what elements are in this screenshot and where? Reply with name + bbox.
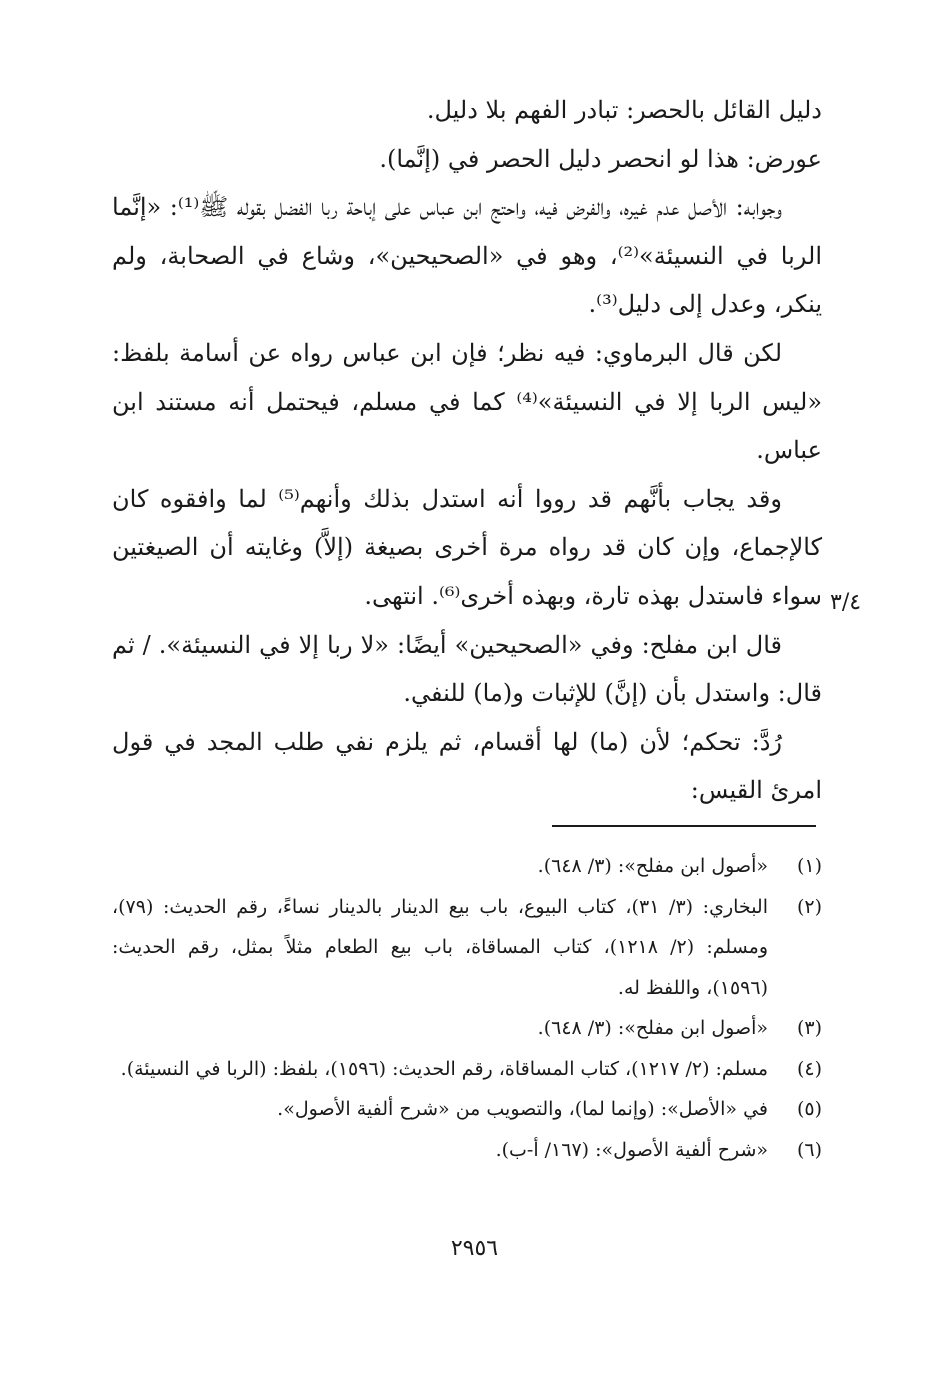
main-text	[112, 86, 822, 815]
footnote-number: (٢)	[796, 895, 822, 918]
page-number: ٢٩٥٦	[450, 1236, 499, 1261]
footnote	[112, 1049, 822, 1090]
paragraph: قال ابن مفلح: وفي «الصحيحين» أيضًا: «لا ربا إلا في النسيئة». / ثم قال: واستدل بأن (إنَّ) للإثبات و(ما) للنفي.	[112, 630, 822, 708]
footnote-number: (١)	[796, 855, 822, 877]
paragraph: وجوابه: الأصل عدم غيره، والفرض فيه، واحتج ابن عباس على إباحة ربا الفضل بقوله ﷺ⁽¹⁾: «إنَّما الربا في النسيئة»⁽²⁾، وهو في «الصحيحين»، وشاع في الصحابة، ولم ينكر، وعدل إلى دليل⁽³⁾.	[112, 193, 822, 319]
footnote-text: في «الأصل»: (وإنما لما)، والتصويب من «شرح ألفية الأصول».	[277, 1098, 768, 1120]
footnote-number: (٣)	[796, 1017, 822, 1039]
footnote-text: البخاري: (٣/ ٣١)، كتاب البيوع، باب بيع الدينار بالدينار نساءً، رقم الحديث: (٧٩)، ومسلم: (٢/ ١٢١٨)، كتاب المساقاة، باب بيع الطعام مثلاً بمثل، رقم الحديث: (١٥٩٦)، واللفظ له.	[112, 895, 768, 999]
footnote	[112, 887, 822, 1009]
footnote-number: (٦)	[796, 1138, 822, 1161]
footnote-separator	[552, 825, 816, 827]
footnote	[112, 846, 822, 887]
footnote	[112, 1130, 822, 1171]
paragraph: عورض: هذا لو انحصر دليل الحصر في (إنَّما).	[379, 144, 822, 173]
footnote-text: «أصول ابن مفلح»: (٣/ ٦٤٨).	[537, 1017, 768, 1039]
footnote-number: (٤)	[796, 1057, 822, 1080]
paragraph: رُدَّ: تحكم؛ لأن (ما) لها أقسام، ثم يلزم نفي طلب المجد في قول امرئ القيس:	[112, 727, 822, 805]
margin-folio-note: ٣/٤	[830, 590, 862, 615]
footnote-text: «شرح ألفية الأصول»: (١٦٧/ أ-ب).	[495, 1138, 768, 1161]
footnote-number: (٥)	[796, 1098, 822, 1120]
paragraph: لكن قال البرماوي: فيه نظر؛ فإن ابن عباس رواه عن أسامة بلفظ: «ليس الربا إلا في النسيئة»⁽⁴⁾ كما في مسلم، فيحتمل أنه مستند ابن عباس.	[112, 338, 822, 465]
footnote-text: «أصول ابن مفلح»: (٣/ ٦٤٨).	[537, 855, 768, 877]
paragraph: وقد يجاب بأنَّهم قد رووا أنه استدل بذلك وأنهم⁽⁵⁾ لما وافقوه كان كالإجماع، وإن كان قد رواه مرة أخرى بصيغة (إلاَّ) وغايته أن الصيغتين سواء فاستدل بهذه تارة، وبهذه أخرى⁽⁶⁾. انتهى.	[112, 484, 822, 610]
footnote	[112, 1008, 822, 1049]
footnote-text: مسلم: (٢/ ١٢١٧)، كتاب المساقاة، رقم الحديث: (١٥٩٦)، بلفظ: (الربا في النسيئة).	[120, 1057, 768, 1080]
footnotes	[112, 846, 822, 1170]
footnote	[112, 1089, 822, 1130]
paragraph: دليل القائل بالحصر: تبادر الفهم بلا دليل.	[426, 96, 822, 124]
